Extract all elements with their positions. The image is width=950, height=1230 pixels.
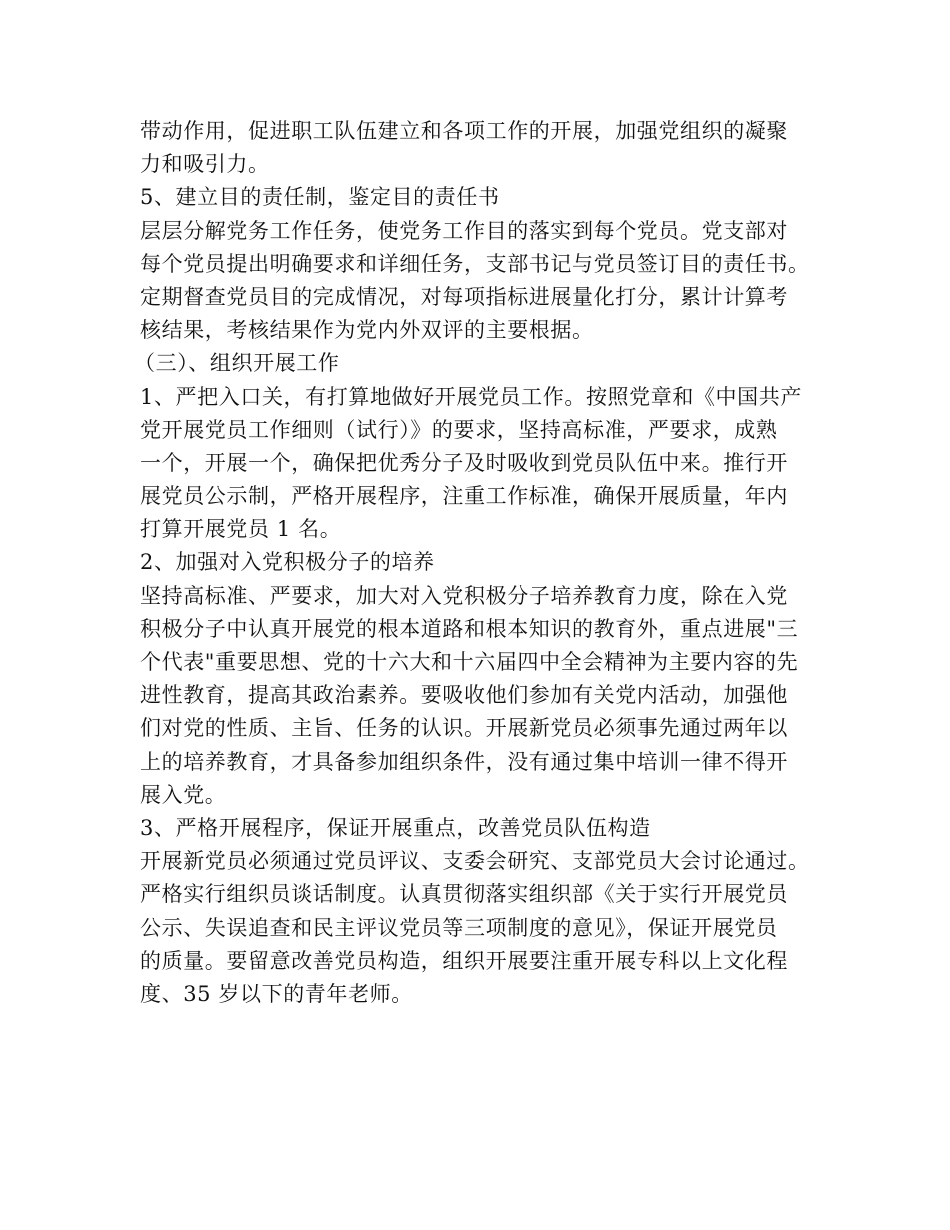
section-heading: （三）、组织开展工作 — [134, 351, 340, 376]
paragraph-line: 层层分解党务工作任务，使党务工作目的落实到每个党员。党支部对 — [140, 218, 788, 243]
paragraph-line: 党开展党员工作细则（试行）》的要求，坚持高标准，严要求，成熟 — [140, 417, 778, 442]
section-heading: 2、加强对入党积极分子的培养 — [140, 550, 435, 575]
paragraph-line: 1、严把入口关，有打算地做好开展党员工作。按照党章和《中国共产 — [140, 384, 802, 409]
paragraph-line: 进性教育，提高其政治素养。要吸收他们参加有关党内活动，加强他 — [140, 683, 788, 708]
paragraph-line: 严格实行组织员谈话制度。认真贯彻落实组织部《关于实行开展党员 — [140, 882, 788, 907]
paragraph-line: 每个党员提出明确要求和详细任务，支部书记与党员签订目的责任书。 — [140, 251, 810, 276]
paragraph-line: 们对党的性质、主旨、任务的认识。开展新党员必须事先通过两年以 — [140, 716, 788, 741]
paragraph-line: 展入党。 — [140, 782, 227, 807]
paragraph-line: 公示、失误追查和民主评议党员等三项制度的意见》，保证开展党员 — [140, 915, 778, 940]
paragraph-line: 开展新党员必须通过党员评议、支委会研究、支部党员大会讨论通过。 — [140, 849, 810, 874]
paragraph-line: 核结果，考核结果作为党内外双评的主要根据。 — [140, 318, 594, 343]
paragraph-line: 积极分子中认真开展党的根本道路和根本知识的教育外，重点进展"三 — [140, 616, 799, 641]
paragraph-line: 坚持高标准、严要求，加大对入党积极分子培养教育力度，除在入党 — [140, 583, 788, 608]
paragraph-line: 带动作用，促进职工队伍建立和各项工作的开展，加强党组织的凝聚 — [140, 119, 788, 143]
paragraph-line: 个代表"重要思想、党的十六大和十六届四中全会精神为主要内容的先 — [140, 650, 799, 674]
paragraph-line: 上的培养教育，才具备参加组织条件，没有通过集中培训一律不得开 — [140, 749, 788, 774]
paragraph-line: 展党员公示制，严格开展程序，注重工作标准，确保开展质量，年内 — [140, 484, 788, 509]
section-heading: 5、建立目的责任制，鉴定目的责任书 — [140, 185, 500, 210]
section-heading: 3、严格开展程序，保证开展重点，改善党员队伍构造 — [140, 815, 651, 840]
document-body — [134, 115, 830, 1011]
paragraph-line: 力和吸引力。 — [140, 152, 270, 177]
paragraph-line: 度、35 岁以下的青年老师。 — [140, 981, 413, 1006]
paragraph-line: 一个，开展一个，确保把优秀分子及时吸收到党员队伍中来。推行开 — [140, 450, 788, 475]
paragraph-line: 打算开展党员 1 名。 — [140, 517, 342, 542]
paragraph-line: 定期督查党员目的完成情况，对每项指标进展量化打分，累计计算考 — [140, 284, 788, 309]
paragraph-line: 的质量。要留意改善党员构造，组织开展要注重开展专科以上文化程 — [140, 948, 788, 973]
